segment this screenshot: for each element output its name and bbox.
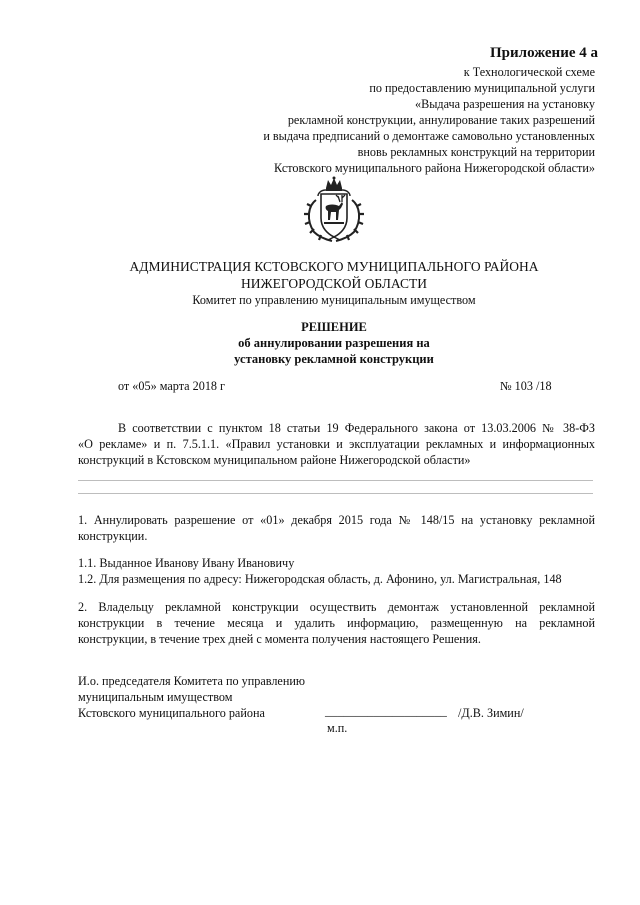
org-name-line1: АДМИНИСТРАЦИЯ КСТОВСКОГО МУНИЦИПАЛЬНОГО РАЙОНА [129,259,539,274]
appendix-line: по предоставлению муниципальной услуги [369,81,595,95]
appendix-line: Кстовского муниципального района Нижегородской области» [274,161,595,175]
signatory-name: /Д.В. Зимин/ [458,706,524,720]
signature-blank: ____________________ [325,704,447,718]
preamble-line: «О рекламе» и п. 7.5.1.1. «Правил установки и эксплуатации рекламных и информационных [78,437,595,451]
coat-of-arms-icon [302,176,366,246]
signature-position: муниципальным имуществом [78,690,233,704]
signature-position: И.о. председателя Комитета по управлению [78,674,305,688]
appendix-line: рекламной конструкции, аннулирование таких разрешений [287,113,595,127]
decision-number: № 103 /18 [500,379,552,393]
appendix-title: Приложение 4 а [490,45,598,61]
appendix-line: и выдача предписаний о демонтаже самовольно установленных [263,129,595,143]
item-1-text: 1. Аннулировать разрешение от «01» декабря 2015 года № 148/15 на установку рекламной [78,513,595,527]
decision-date: от «05» марта 2018 г [118,379,226,393]
decision-subtitle: об аннулировании разрешения на [238,336,430,350]
decision-subtitle: установку рекламной конструкции [234,352,434,366]
divider-line [78,493,593,494]
signature-position: Кстовского муниципального района [78,706,265,720]
item-1-2-text: 1.2. Для размещения по адресу: Нижегородская область, д. Афонино, ул. Магистральная, 148 [78,572,562,586]
stamp-place: м.п. [327,721,348,735]
item-2-text: 2. Владельцу рекламной конструкции осуществить демонтаж установленной рекламной [78,600,595,614]
preamble-line: конструкций в Кстовском муниципальном районе Нижегородской области» [78,453,471,467]
item-1-1-text: 1.1. Выданное Иванову Ивану Ивановичу [78,556,295,570]
item-2-text: конструкции, в течение трех дней с момента получения настоящего Решения. [78,632,481,646]
divider-line [78,480,593,481]
decision-title: РЕШЕНИЕ [301,320,367,334]
appendix-line: вновь рекламных конструкций на территории [357,145,595,159]
item-2-text: конструкции в течение месяца и удалить информацию, размещенную на рекламной [78,616,595,630]
org-name-line2: НИЖЕГОРОДСКОЙ ОБЛАСТИ [241,276,427,291]
committee-name: Комитет по управлению муниципальным имуществом [192,293,476,307]
appendix-line: «Выдача разрешения на установку [414,97,595,111]
item-1-text: конструкции. [78,529,148,543]
preamble-line: В соответствии с пунктом 18 статьи 19 Федерального закона от 13.03.2006 № 38-ФЗ [118,421,595,435]
appendix-line: к Технологической схеме [463,65,595,79]
